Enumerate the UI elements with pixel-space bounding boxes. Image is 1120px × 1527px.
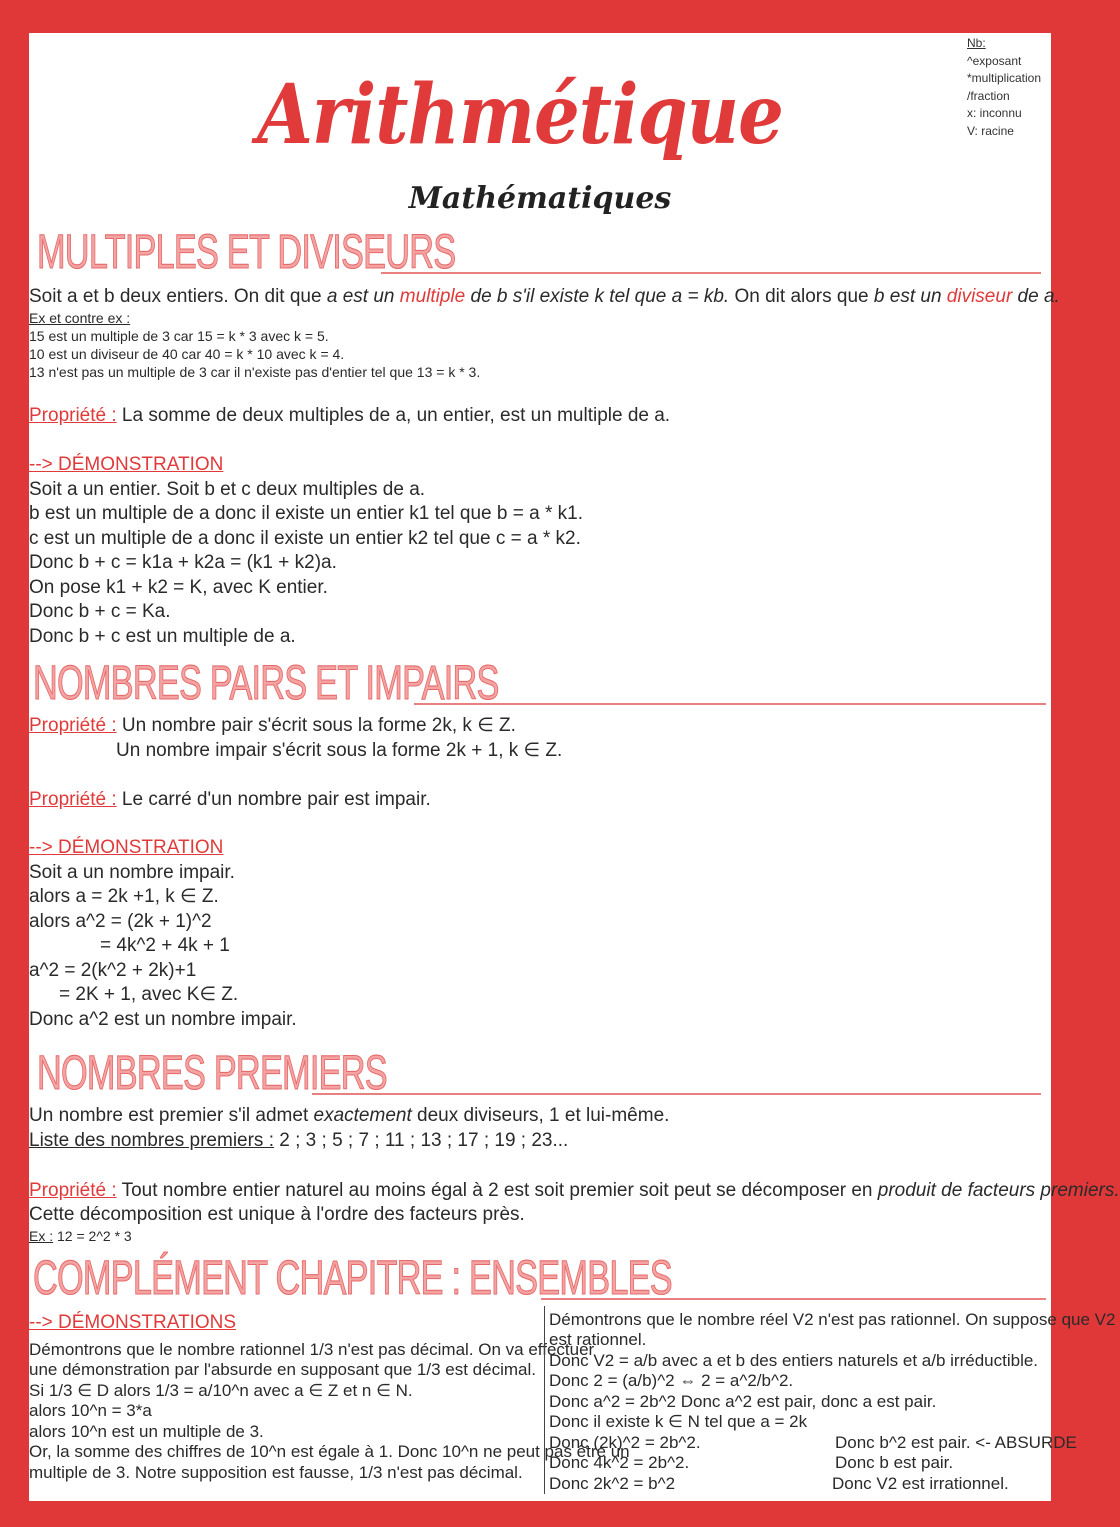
- left-demo-line: une démonstration par l'absurde en supposant que 1/3 est décimal.: [29, 1360, 536, 1379]
- example-decomposition: Ex : 12 = 2^2 * 3: [29, 1228, 132, 1244]
- left-demo-line: Or, la somme des chiffres de 10^n est égale à 1. Donc 10^n ne peut pas être un: [29, 1442, 630, 1461]
- right-demo-conclusion: Donc b est pair.: [835, 1453, 954, 1472]
- page-subtitle: Mathématiques: [408, 181, 672, 216]
- section-heading-ensembles: COMPLÉMENT CHAPITRE : ENSEMBLES: [33, 1251, 672, 1305]
- example-line: 15 est un multiple de 3 car 15 = k * 3 avec k = 5.: [29, 328, 329, 344]
- property-sum-multiples: Propriété : La somme de deux multiples de a, un entier, est un multiple de a.: [29, 405, 671, 426]
- note-title: Nb:: [967, 36, 986, 50]
- demo-line: Donc b + c = Ka.: [29, 601, 171, 622]
- examples-label: Ex et contre ex :: [29, 310, 131, 326]
- heading-rule: [541, 1298, 1046, 1300]
- demo-line: alors a = 2k +1, k ∈ Z.: [29, 886, 219, 907]
- note-line: *multiplication: [967, 71, 1042, 85]
- demonstration-label: --> DÉMONSTRATION: [29, 837, 224, 858]
- left-demo-line: alors 10^n est un multiple de 3.: [29, 1422, 264, 1441]
- left-demo-line: alors 10^n = 3*a: [29, 1401, 152, 1420]
- section-heading-pairs-impairs: NOMBRES PAIRS ET IMPAIRS: [33, 656, 499, 710]
- property-pair-impair: Propriété : Un nombre pair s'écrit sous la forme 2k, k ∈ Z.: [29, 715, 516, 736]
- demonstration-label: --> DÉMONSTRATION: [29, 454, 224, 475]
- demonstrations-label: --> DÉMONSTRATIONS: [29, 1312, 237, 1333]
- demo-line: b est un multiple de a donc il existe un entier k1 tel que b = a * k1.: [29, 503, 583, 524]
- left-demo-line: Si 1/3 ∈ D alors 1/3 = a/10^n avec a ∈ Z et n ∈ N.: [29, 1381, 413, 1400]
- example-line: 13 n'est pas un multiple de 3 car il n'existe pas d'entier tel que 13 = k * 3.: [29, 364, 481, 380]
- heading-rule: [414, 703, 1046, 705]
- demo-line: Soit a un entier. Soit b et c deux multiples de a.: [29, 479, 426, 500]
- column-divider: [544, 1306, 545, 1494]
- note-line: ^exposant: [967, 53, 1022, 68]
- note-line: V: racine: [967, 123, 1014, 138]
- note-line: x: inconnu: [967, 106, 1022, 120]
- demo-line: = 4k^2 + 4k + 1: [100, 935, 230, 956]
- right-demo-line: Donc V2 = a/b avec a et b des entiers naturels et a/b irréductible.: [549, 1351, 1039, 1370]
- property-square: Propriété : Le carré d'un nombre pair est impair.: [29, 789, 431, 810]
- demo-line: Soit a un nombre impair.: [29, 862, 235, 883]
- heading-rule: [312, 1093, 1041, 1095]
- property-impair-form: Un nombre impair s'écrit sous la forme 2k + 1, k ∈ Z.: [116, 740, 563, 761]
- left-demo-line: Démontrons que le nombre rationnel 1/3 n'est pas décimal. On va effectuer: [29, 1340, 595, 1359]
- right-demo-line: Donc a^2 = 2b^2 Donc a^2 est pair, donc a est pair.: [549, 1392, 937, 1411]
- definition-premier: Un nombre est premier s'il admet exactement deux diviseurs, 1 et lui-même.: [29, 1105, 670, 1126]
- left-demo-line: multiple de 3. Notre supposition est fausse, 1/3 n'est pas décimal.: [29, 1463, 523, 1482]
- right-demo-line: Donc 4k^2 = 2b^2.: [549, 1453, 690, 1472]
- example-line: 10 est un diviseur de 40 car 40 = k * 10 avec k = 4.: [29, 346, 345, 362]
- right-demo-line: Donc (2k)^2 = 2b^2.: [549, 1433, 701, 1452]
- property-decomposition: Propriété : Tout nombre entier naturel au moins égal à 2 est soit premier soit peut se décomposer en produit de facteurs premiers.: [29, 1180, 1120, 1201]
- document-page: [29, 33, 1120, 1501]
- demo-line: c est un multiple de a donc il existe un entier k2 tel que c = a * k2.: [29, 528, 581, 549]
- section-heading-premiers: NOMBRES PREMIERS: [37, 1046, 387, 1100]
- property-unique: Cette décomposition est unique à l'ordre des facteurs près.: [29, 1204, 525, 1225]
- demo-line: On pose k1 + k2 = K, avec K entier.: [29, 577, 328, 598]
- right-demo-line: est rationnel.: [549, 1330, 647, 1349]
- demo-line: = 2K + 1, avec K∈ Z.: [59, 984, 239, 1005]
- right-demo-conclusion: Donc V2 est irrationnel.: [832, 1474, 1009, 1493]
- right-demo-line: Donc il existe k ∈ N tel que a = 2k: [549, 1412, 808, 1431]
- right-demo-line: Donc 2 = (a/b)^2 ⇔ 2 = a^2/b^2.: [549, 1371, 794, 1390]
- note-line: /fraction: [967, 88, 1010, 103]
- definition-multiple: Soit a et b deux entiers. On dit que a est un multiple de b s'il existe k tel que a = kb. On dit alors que b est un diviseur de a.: [29, 286, 1060, 307]
- demo-line: Donc b + c = k1a + k2a = (k1 + k2)a.: [29, 552, 337, 573]
- section-heading-multiples: MULTIPLES ET DIVISEURS: [37, 225, 456, 279]
- right-demo-line: Démontrons que le nombre réel V2 n'est pas rationnel. On suppose que V2: [549, 1310, 1116, 1329]
- demo-line: alors a^2 = (2k + 1)^2: [29, 911, 212, 932]
- right-demo-line: Donc 2k^2 = b^2: [549, 1474, 676, 1493]
- demo-line: a^2 = 2(k^2 + 2k)+1: [29, 960, 197, 981]
- demo-line: Donc a^2 est un nombre impair.: [29, 1009, 297, 1030]
- page-title: Arithmétique: [257, 64, 783, 163]
- heading-rule: [381, 272, 1041, 274]
- right-demo-conclusion: Donc b^2 est pair. <- ABSURDE: [835, 1433, 1077, 1452]
- demo-line: Donc b + c est un multiple de a.: [29, 626, 296, 647]
- prime-list: Liste des nombres premiers : 2 ; 3 ; 5 ; 7 ; 11 ; 13 ; 17 ; 19 ; 23...: [29, 1130, 569, 1151]
